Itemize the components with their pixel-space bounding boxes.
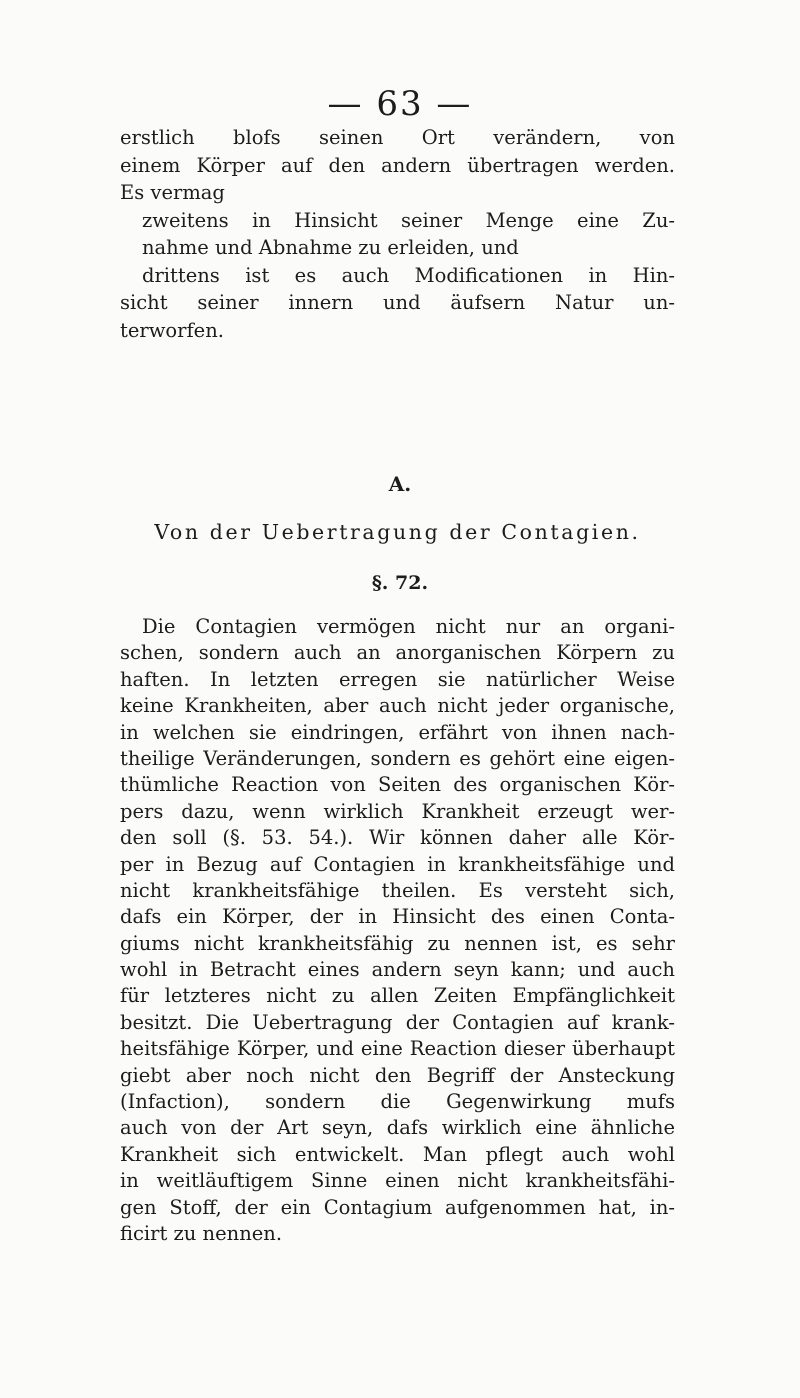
text-line: für letzteres nicht zu allen Zeiten Empfänglichkeit	[120, 984, 675, 1008]
text-line: Die Contagien vermögen nicht nur an organi-	[142, 615, 675, 638]
text-line: den soll (§. 53. 54.). Wir können daher alle Kör-	[120, 826, 675, 850]
section-heading: Von der Uebertragung der Contagien.	[154, 520, 641, 544]
paragraph-number: §. 72.	[371, 572, 429, 594]
text-line: pers dazu, wenn wirklich Krankheit erzeugt wer-	[120, 799, 675, 823]
text-line: nicht krankheitsfähige theilen. Es versteht sich,	[120, 878, 675, 902]
text-line: zweitens in Hinsicht seiner Menge eine Zu-	[142, 208, 675, 232]
text-line: wohl in Betracht eines andern seyn kann; und auch	[120, 958, 675, 982]
text-line: Es vermag	[120, 181, 225, 204]
text-line: heitsfähige Körper, und eine Reaction dieser überhaupt	[120, 1037, 675, 1061]
text-line: giebt aber noch nicht den Begriff der Ansteckung	[120, 1063, 675, 1087]
text-line: nahme und Abnahme zu erleiden, und	[142, 236, 519, 259]
text-line: auch von der Art seyn, dafs wirklich eine ähnliche	[120, 1116, 675, 1140]
text-line: thümliche Reaction von Seiten des organischen Kör-	[120, 773, 675, 797]
text-line: besitzt. Die Uebertragung der Contagien auf krank-	[120, 1010, 675, 1034]
text-line: in welchen sie eindringen, erfährt von ihnen nach-	[120, 720, 675, 744]
text-line: theilige Veränderungen, sondern es gehört eine eigen-	[120, 746, 675, 770]
page-number: — 63 —	[327, 84, 473, 124]
text-line: giums nicht krankheitsfähig zu nennen ist, es sehr	[120, 931, 675, 955]
text-line: sicht seiner innern und äufsern Natur un-	[120, 291, 675, 314]
text-line: gen Stoff, der ein Contagium aufgenommen hat, in-	[120, 1195, 675, 1219]
text-line: ficirt zu nennen.	[120, 1221, 283, 1245]
text-line: (Infaction), sondern die Gegenwirkung mufs	[120, 1090, 675, 1114]
text-line: haften. In letzten erregen sie natürlicher Weise	[120, 667, 675, 691]
text-line: einem Körper auf den andern übertragen werden.	[120, 153, 675, 177]
text-line: schen, sondern auch an anorganischen Körpern zu	[120, 641, 675, 665]
section-letter: A.	[388, 472, 412, 496]
text-line: drittens ist es auch Modificationen in Hin-	[142, 263, 675, 287]
text-line: terworfen.	[120, 318, 224, 342]
text-line: dafs ein Körper, der in Hinsicht des einen Conta-	[120, 905, 675, 929]
text-line: erstlich blofs seinen Ort verändern, von	[120, 126, 675, 149]
text-line: Krankheit sich entwickelt. Man pflegt auch wohl	[120, 1142, 675, 1166]
body-paragraph	[120, 614, 675, 1247]
text-line: per in Bezug auf Contagien in krankheitsfähige und	[120, 852, 675, 876]
text-line: in weitläuftigem Sinne einen nicht krankheitsfähi-	[120, 1169, 675, 1193]
text-line: keine Krankheiten, aber auch nicht jeder organische,	[120, 694, 675, 718]
intro-paragraph	[120, 124, 675, 344]
